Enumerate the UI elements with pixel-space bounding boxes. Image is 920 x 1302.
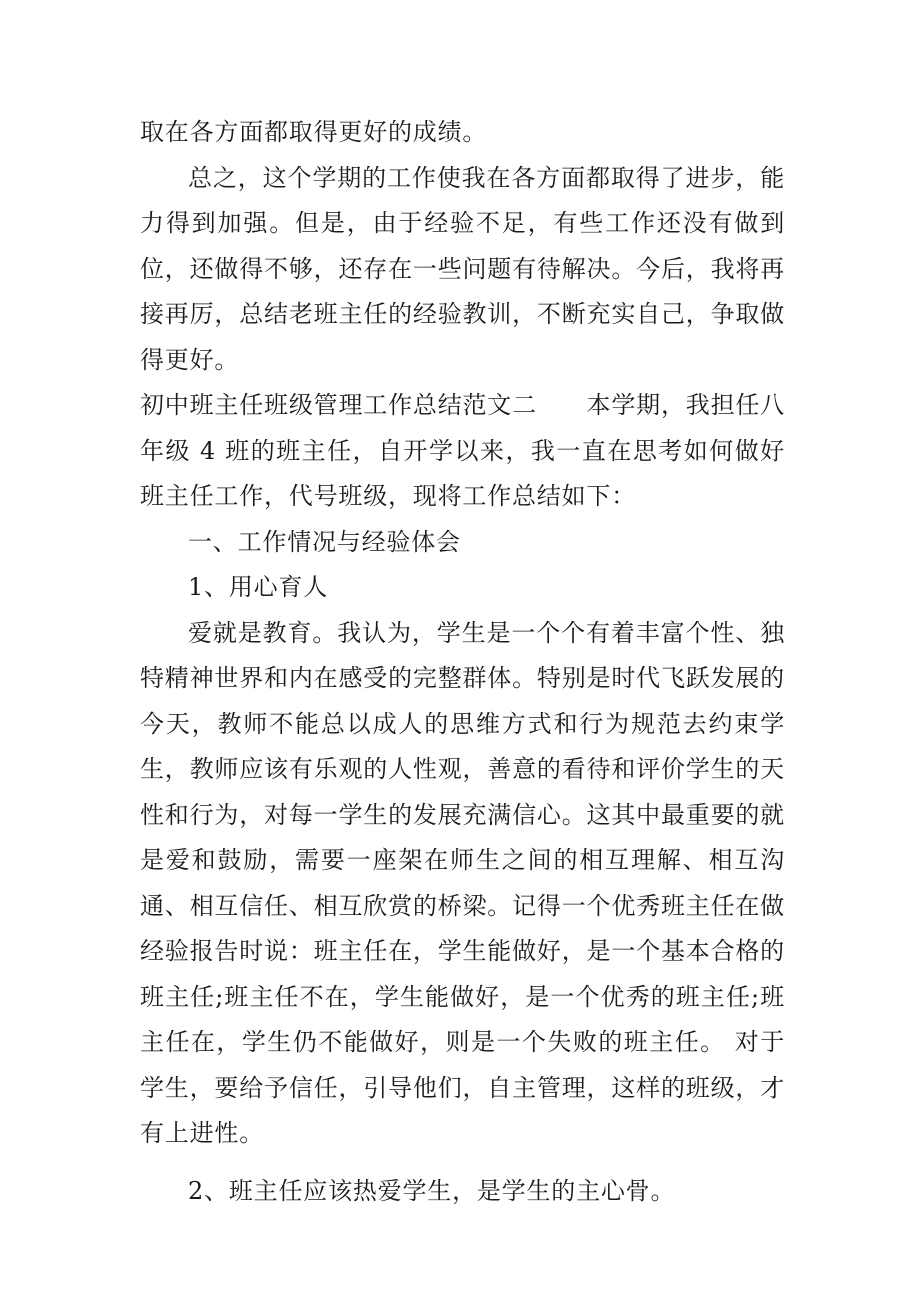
heading-educate-with-heart: 1、用心育人: [188, 573, 329, 601]
heading-work-situation: 一、工作情况与经验体会: [188, 527, 461, 556]
document-body: [140, 110, 785, 1214]
paragraph-section-title: 初中班主任班级管理工作总结范文二 本学期，我担任八年级 4 班的班主任，自开学以来，我一直在思考如何做好班主任工作，代号班级，现将工作总结如下：: [140, 391, 785, 510]
heading-love-students: 2、班主任应该热爱学生，是学生的主心骨。: [188, 1176, 676, 1205]
paragraph-continuation: 取在各方面都取得更好的成绩。: [140, 118, 488, 146]
paragraph-summary: 总之，这个学期的工作使我在各方面都取得了进步，能力得到加强。但是，由于经验不足，有些工作还没有做到位，还做得不够，还存在一些问题有待解决。今后，我将再接再厉，总结老班主任的经验教训，不断充实自己，争取做得更好。: [140, 163, 785, 374]
paragraph-love-education: 爱就是教育。我认为，学生是一个个有着丰富个性、独特精神世界和内在感受的完整群体。特别是时代飞跃发展的今天，教师不能总以成人的思维方式和行为规范去约束学生，教师应该有乐观的人性观，善意的看待和评价学生的天性和行为，对每一学生的发展充满信心。这其中最重要的就是爱和鼓励，需要一座架在师生之间的相互理解、相互沟通、相互信任、相互欣赏的桥梁。记得一个优秀班主任在做经验报告时说：班主任在，学生能做好，是一个基本合格的班主任;班主任不在，学生能做好，是一个优秀的班主任;班主任在，学生仍不能做好，则是一个失败的班主任。 对于学生，要给予信任，引导他们，自主管理，这样的班级，才有上进性。: [140, 618, 785, 1147]
